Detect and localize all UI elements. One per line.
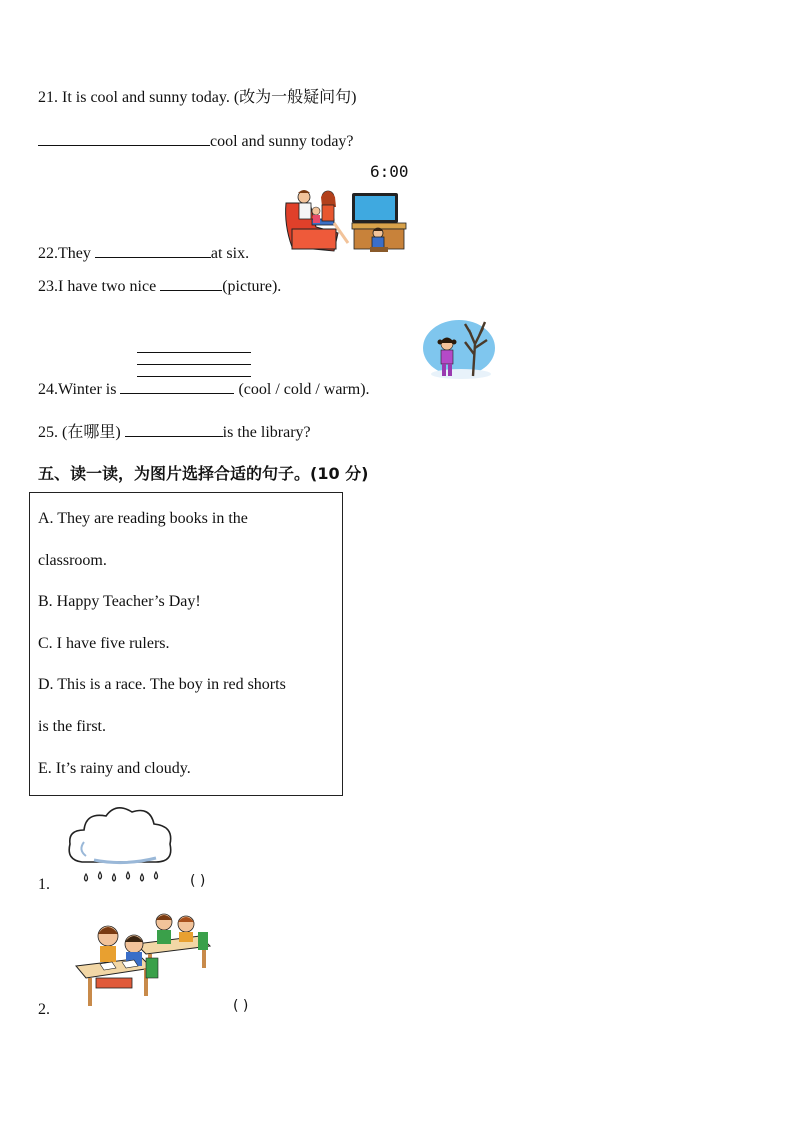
clock-time-label: 6:00 bbox=[370, 162, 409, 181]
answer-blank[interactable] bbox=[38, 130, 210, 146]
options-box bbox=[29, 492, 343, 796]
answer-1-number: 1. bbox=[38, 876, 50, 893]
answer-blank[interactable] bbox=[125, 421, 223, 437]
question-22 bbox=[38, 242, 249, 264]
answer-blank[interactable] bbox=[95, 242, 211, 258]
option-e: E. It’s rainy and cloudy. bbox=[38, 760, 191, 777]
question-23-suffix: (picture). bbox=[222, 278, 282, 295]
answer-blank-line bbox=[137, 364, 251, 365]
family-watching-tv-image bbox=[282, 185, 410, 255]
option-d-line1: D. This is a race. The boy in red shorts bbox=[38, 676, 286, 693]
kids-reading-image bbox=[72, 906, 212, 1014]
option-a-line1: A. They are reading books in the bbox=[38, 510, 248, 527]
option-a-line2: classroom. bbox=[38, 552, 107, 569]
question-22-suffix: at six. bbox=[210, 245, 250, 262]
question-21-answer-line bbox=[38, 130, 354, 152]
option-c: C. I have five rulers. bbox=[38, 635, 170, 652]
section-title: 五、读一读，为图片选择合适的句子。(10 分) bbox=[38, 464, 369, 483]
answer-2-number: 2. bbox=[38, 1001, 50, 1018]
answer-blank-line bbox=[137, 352, 251, 353]
question-25-suffix: is the library? bbox=[222, 424, 311, 441]
question-21-suffix: cool and sunny today? bbox=[210, 133, 354, 150]
question-23 bbox=[38, 275, 281, 297]
girl-winter-tree-image bbox=[421, 318, 501, 382]
answer-blank-line bbox=[137, 376, 251, 377]
option-d-line2: is the first. bbox=[38, 718, 106, 735]
question-25-prefix: 25. (在哪里) bbox=[38, 424, 125, 441]
question-22-prefix: 22.They bbox=[38, 245, 95, 262]
rain-cloud-icon bbox=[64, 800, 176, 890]
answer-blank[interactable] bbox=[160, 275, 222, 291]
question-23-prefix: 23.I have two nice bbox=[38, 278, 161, 295]
question-21-prompt: 21. It is cool and sunny today. (改为一般疑问句) bbox=[38, 89, 357, 106]
question-24 bbox=[38, 378, 370, 400]
question-24-suffix: (cool / cold / warm). bbox=[238, 381, 370, 398]
answer-2-blank[interactable]: ( ) bbox=[233, 998, 249, 1014]
answer-blank[interactable] bbox=[120, 378, 234, 394]
question-24-prefix: 24.Winter is bbox=[38, 381, 121, 398]
question-25 bbox=[38, 421, 311, 443]
answer-1-blank[interactable]: ( ) bbox=[190, 873, 206, 889]
option-b: B. Happy Teacher’s Day! bbox=[38, 593, 201, 610]
